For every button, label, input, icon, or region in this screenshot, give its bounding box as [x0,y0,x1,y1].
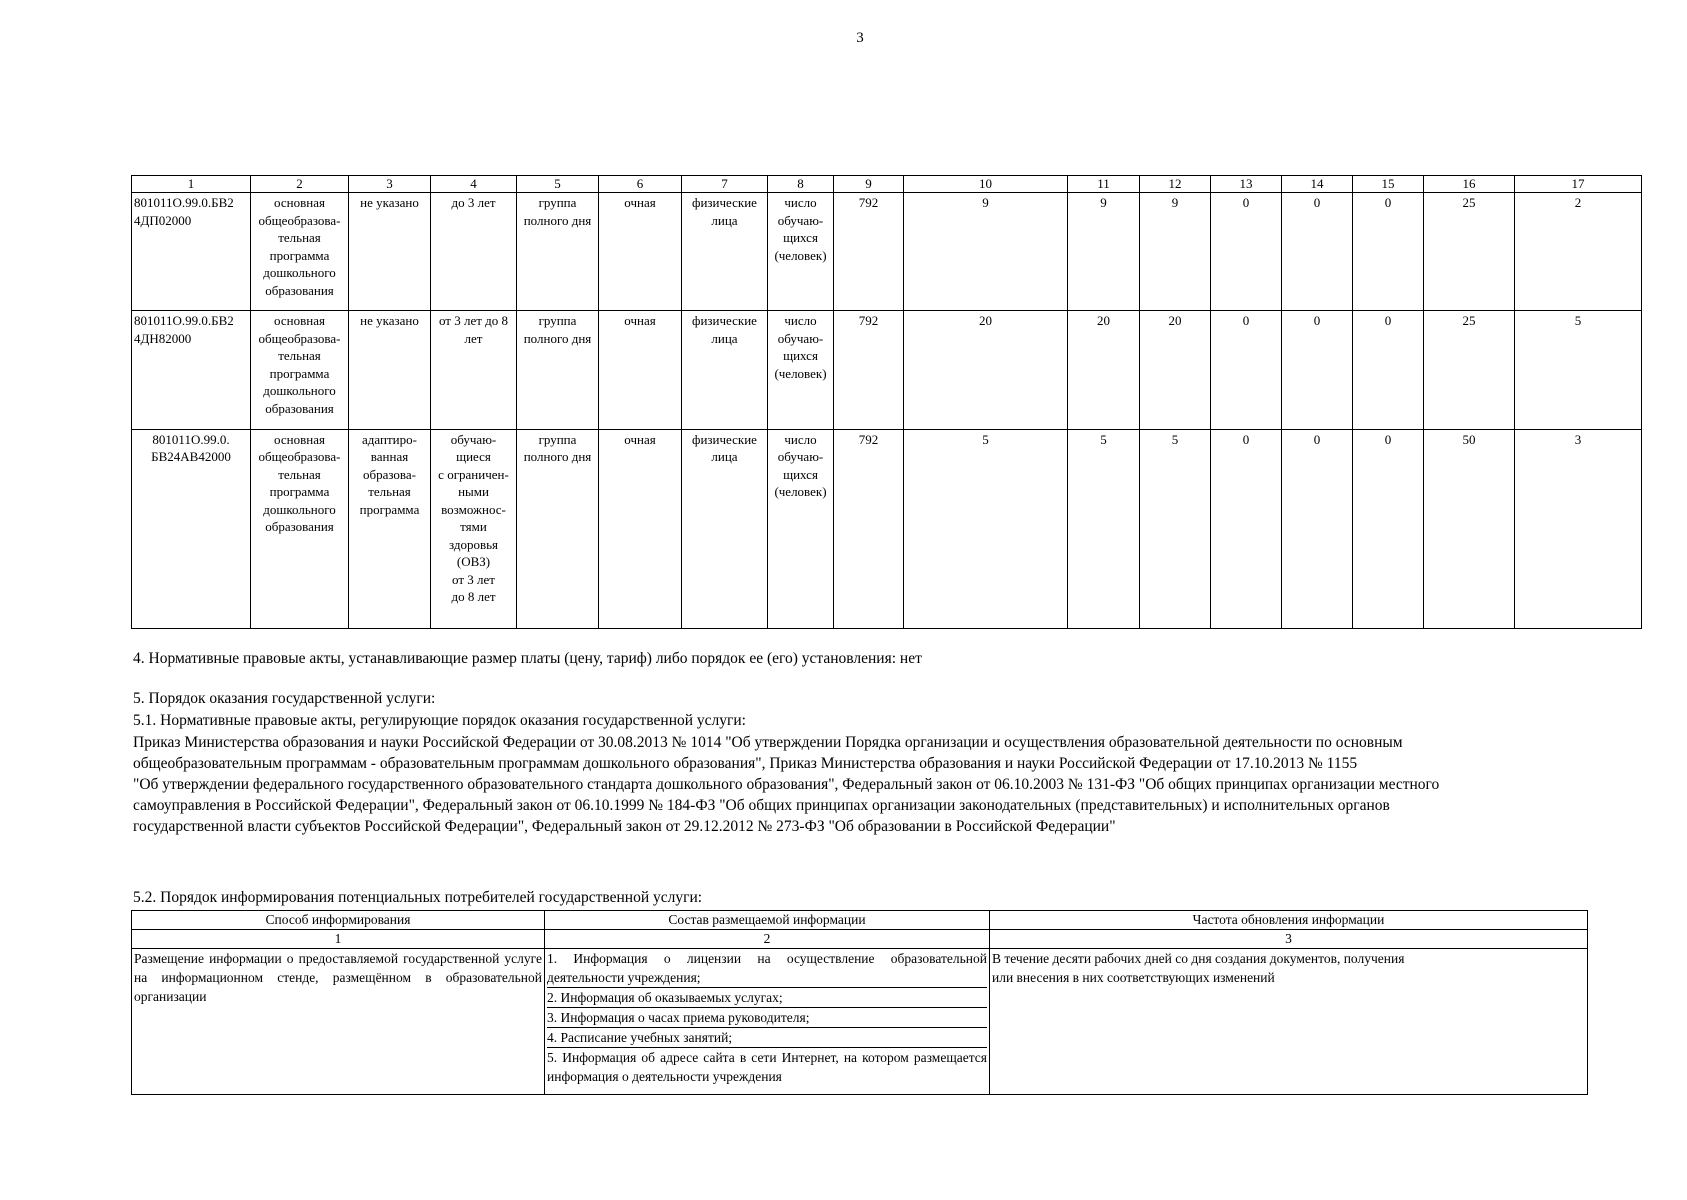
cell-col4: от 3 лет до 8 лет [431,311,517,429]
cell-col13: 0 [1211,193,1282,311]
section-4-text: 4. Нормативные правовые акты, устанавливающие размер платы (цену, тариф) либо порядок ее (его) установления: нет [133,650,922,667]
legal-line: самоуправления в Российской Федерации", Федеральный закон от 06.10.1999 № 184-ФЗ "Об общих принципах организации законодательных (представительных) и исполнительных органов [133,797,1390,814]
header-method: Способ информирования [132,911,545,930]
legal-line: общеобразовательным программам - образовательным программам дошкольного образования", Приказ Министерства образования и науки Российской Федерации от 17.10.2013 № 1155 [133,755,1358,772]
cell-col16: 25 [1424,311,1515,429]
section-5-heading: 5. Порядок оказания государственной услуги: [133,690,436,707]
frequency-line: В течение десяти рабочих дней со дня создания документов, получения [992,951,1405,966]
column-number: 2 [251,176,349,193]
column-number: 8 [768,176,834,193]
cell-col7: физические лица [682,311,768,429]
legal-line: государственной власти субъектов Российской Федерации", Федеральный закон от 29.12.2012 № 273-ФЗ "Об образовании в Российской Федерации" [133,818,1116,835]
indicators-table [131,175,1642,629]
table-row [132,311,1642,429]
cell-col6: очная [599,193,682,311]
cell-col10: 5 [904,429,1068,628]
cell-col6: очная [599,429,682,628]
cell-col7: физические лица [682,193,768,311]
cell-col11: 20 [1068,311,1140,429]
informing-table [131,910,1588,1095]
content-item: 2. Информация об оказываемых услугах; [547,988,987,1008]
cell-col8: число обучаю- щихся (человек) [768,429,834,628]
column-number: 9 [834,176,904,193]
column-number: 14 [1282,176,1353,193]
content-item: 3. Информация о часах приема руководителя; [547,1008,987,1028]
cell-col10: 9 [904,193,1068,311]
cell-col3: не указано [349,193,431,311]
column-number: 16 [1424,176,1515,193]
method-cell: Размещение информации о предоставляемой государственной услуге на информационном стенде, размещённом в образовательной организации [132,949,545,1095]
cell-col12: 20 [1140,311,1211,429]
cell-col17: 2 [1515,193,1642,311]
page-number: 3 [856,30,864,46]
content-item: 5. Информация об адресе сайта в сети Интернет, на котором размещается информация о деятельности учреждения [547,1050,987,1084]
cell-col5: группа полного дня [517,429,599,628]
cell-col15: 0 [1353,311,1424,429]
cell-col14: 0 [1282,193,1353,311]
cell-col8: число обучаю- щихся (человек) [768,311,834,429]
program-cell: основная общеобразова- тельная программа дошкольного образования [251,311,349,429]
cell-col15: 0 [1353,193,1424,311]
content-item: 4. Расписание учебных занятий; [547,1028,987,1048]
column-number: 7 [682,176,768,193]
cell-col7: физические лица [682,429,768,628]
cell-col10: 20 [904,311,1068,429]
cell-col16: 50 [1424,429,1515,628]
cell-col11: 5 [1068,429,1140,628]
table-header-row [132,176,1642,193]
column-number: 4 [431,176,517,193]
legal-line: Приказ Министерства образования и науки Российской Федерации от 30.08.2013 № 1014 "Об утверждении Порядка организации и осуществления образовательной деятельности по основным [133,734,1403,751]
legal-line: "Об утверждении федерального государственного образовательного стандарта дошкольного образования", Федеральный закон от 06.10.2003 № 131-ФЗ "Об общих принципах организации местного [133,776,1440,793]
frequency-line: или внесения в них соответствующих изменений [992,970,1275,985]
cell-col14: 0 [1282,429,1353,628]
program-cell: основная общеобразова- тельная программа дошкольного образования [251,429,349,628]
cell-col13: 0 [1211,429,1282,628]
cell-col17: 5 [1515,311,1642,429]
column-number: 10 [904,176,1068,193]
column-number: 15 [1353,176,1424,193]
table-row [132,429,1642,628]
cell-col5: группа полного дня [517,193,599,311]
cell-col13: 0 [1211,311,1282,429]
table-row [132,193,1642,311]
registry-code-cell: 801011О.99.0.БВ2 4ДП02000 [132,193,251,311]
cell-col9: 792 [834,311,904,429]
cell-col4: обучаю- щиеся с ограничен- ными возможнос- тями здоровья (ОВЗ) от 3 лет до 8 лет [431,429,517,628]
column-number: 2 [545,930,990,949]
column-number: 3 [990,930,1588,949]
cell-col8: число обучаю- щихся (человек) [768,193,834,311]
section-5-1-heading: 5.1. Нормативные правовые акты, регулирующие порядок оказания государственной услуги: [133,712,746,729]
column-number: 11 [1068,176,1140,193]
cell-col11: 9 [1068,193,1140,311]
frequency-cell [990,949,1588,1095]
info-row [132,949,1588,1095]
cell-col16: 25 [1424,193,1515,311]
content-cell [545,949,990,1095]
info-header-row [132,911,1588,930]
column-number: 12 [1140,176,1211,193]
cell-col4: до 3 лет [431,193,517,311]
cell-col14: 0 [1282,311,1353,429]
cell-col3: не указано [349,311,431,429]
cell-col9: 792 [834,429,904,628]
header-frequency: Частота обновления информации [990,911,1588,930]
column-number: 13 [1211,176,1282,193]
column-number: 1 [132,176,251,193]
header-content: Состав размещаемой информации [545,911,990,930]
registry-code-cell: 801011О.99.0. БВ24АВ42000 [132,429,251,628]
cell-col9: 792 [834,193,904,311]
cell-col3: адаптиро- ванная образова- тельная программа [349,429,431,628]
cell-col12: 5 [1140,429,1211,628]
column-number: 5 [517,176,599,193]
legal-acts-text [133,732,1593,837]
column-number: 3 [349,176,431,193]
cell-col6: очная [599,311,682,429]
cell-col15: 0 [1353,429,1424,628]
program-cell: основная общеобразова- тельная программа дошкольного образования [251,193,349,311]
column-number: 6 [599,176,682,193]
content-item: 1. Информация о лицензии на осуществление образовательной деятельности учреждения; [547,949,987,988]
cell-col12: 9 [1140,193,1211,311]
column-number: 1 [132,930,545,949]
section-5-2-heading: 5.2. Порядок информирования потенциальных потребителей государственной услуги: [133,889,703,906]
registry-code-cell: 801011О.99.0.БВ2 4ДН82000 [132,311,251,429]
info-number-row [132,930,1588,949]
cell-col5: группа полного дня [517,311,599,429]
column-number: 17 [1515,176,1642,193]
cell-col17: 3 [1515,429,1642,628]
